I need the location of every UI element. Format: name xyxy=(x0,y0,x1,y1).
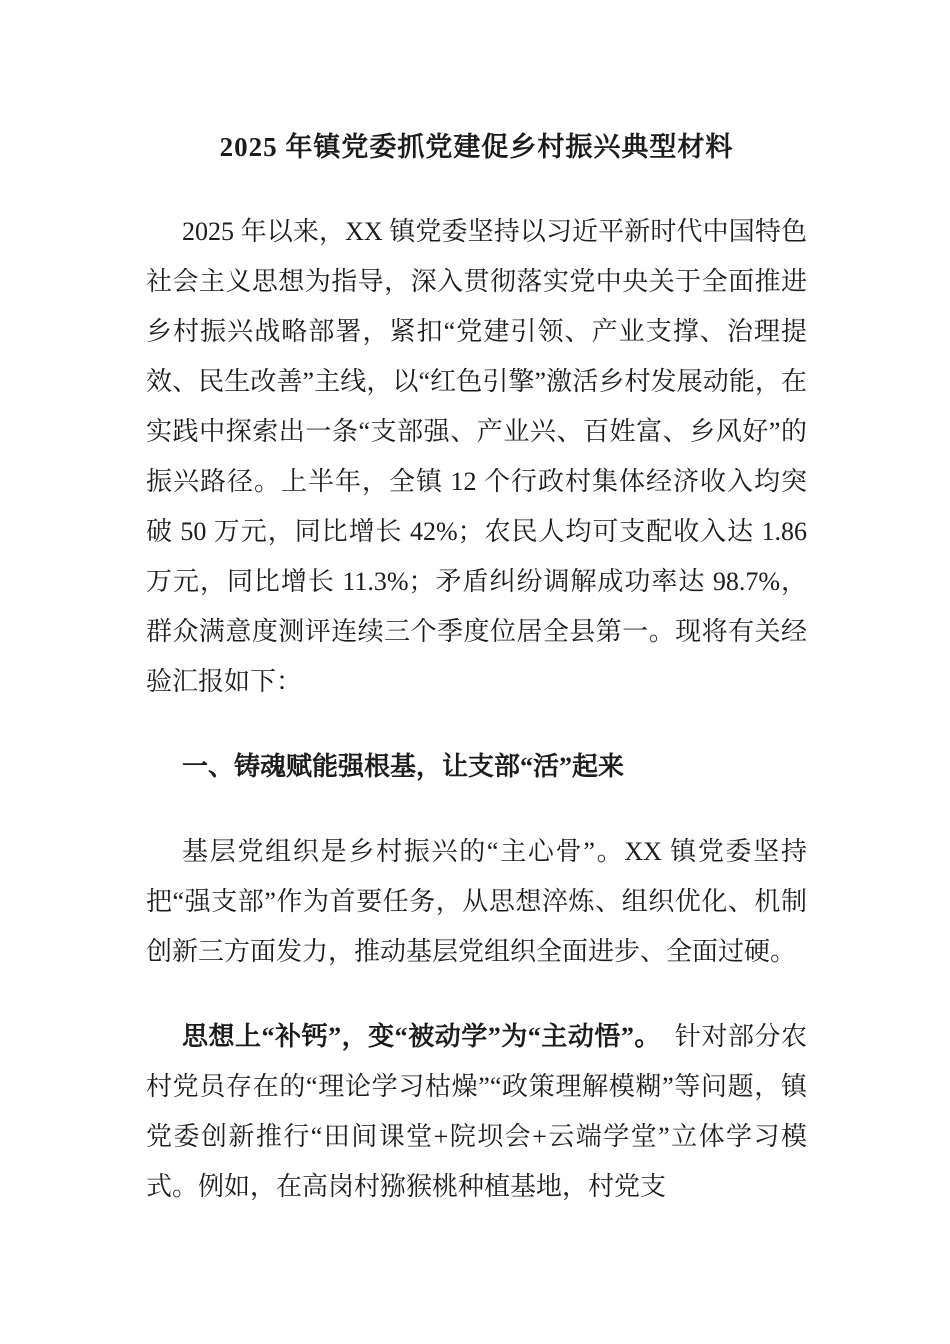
section-1-paragraph-2 xyxy=(146,1012,807,1212)
document-title: 2025 年镇党委抓党建促乡村振兴典型材料 xyxy=(219,132,734,162)
paragraph-2-body-text: 针对部分农村党员存在的“理论学习枯燥”“政策理解模糊”等问题，镇党委创新推行“田间课堂+院坝会+云端学堂”立体学习模式。例如，在高岗村猕猴桃种植基地，村党支 xyxy=(146,1022,807,1201)
intro-paragraph: 2025 年以来，XX 镇党委坚持以习近平新时代中国特色社会主义思想为指导，深入贯彻落实党中央关于全面推进乡村振兴战略部署，紧扣“党建引领、产业支撑、治理提效、民生改善”主线，以“红色引擎”激活乡村发展动能，在实践中探索出一条“支部强、产业兴、百姓富、乡风好”的振兴路径。上半年，全镇 12 个行政村集体经济收入均突破 50 万元，同比增长 42%；农民人均可支配收入达 1.86 万元，同比增长 11.3%；矛盾纠纷调解成功率达 98.7%，群众满意度测评连续三个季度位居全县第一。现将有关经验汇报如下： xyxy=(146,217,807,696)
paragraph-2-bold-lead: 思想上“补钙”，变“被动学”为“主动悟”。 xyxy=(182,1022,661,1051)
section-1-paragraph-1: 基层党组织是乡村振兴的“主心骨”。XX 镇党委坚持把“强支部”作为首要任务，从思想淬炼、组织优化、机制创新三方面发力，推动基层党组织全面进步、全面过硬。 xyxy=(146,837,807,966)
section-1-heading: 一、铸魂赋能强根基，让支部“活”起来 xyxy=(182,752,625,781)
